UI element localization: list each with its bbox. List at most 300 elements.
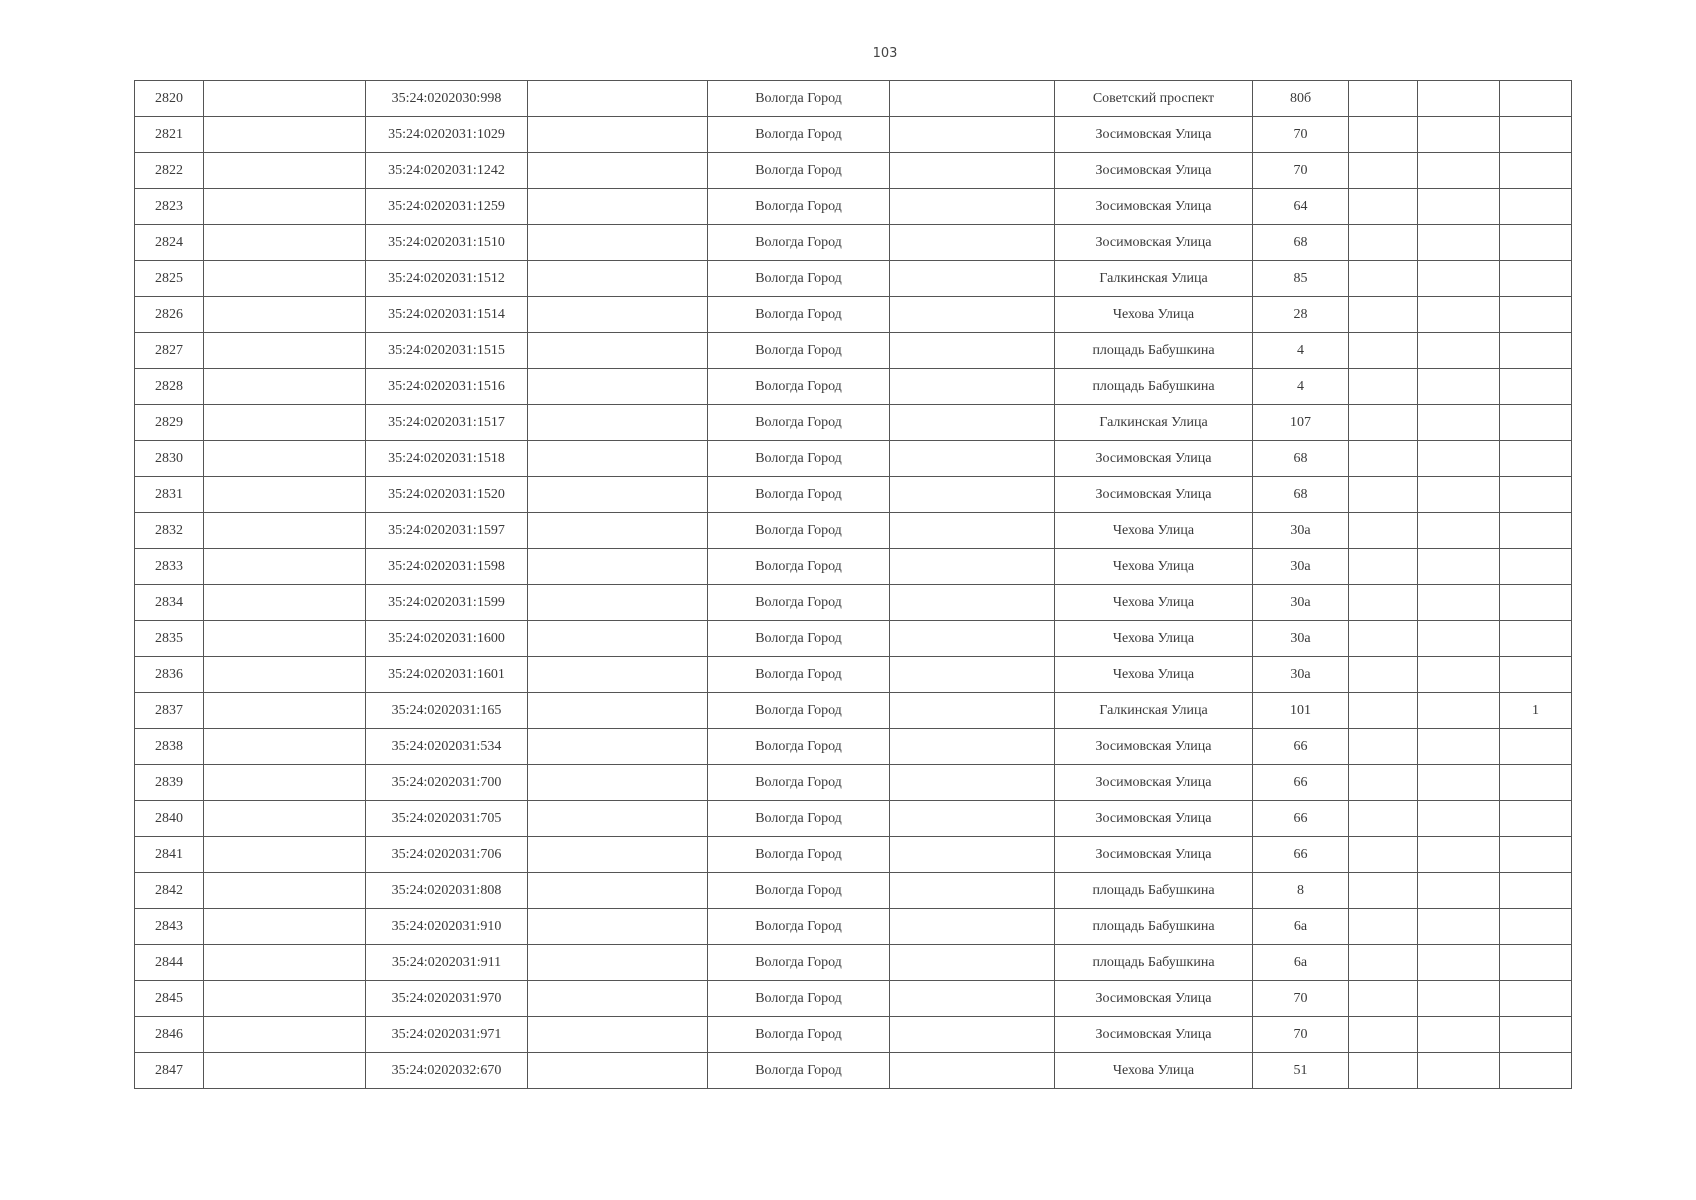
- extra-cell: [1500, 765, 1572, 801]
- empty-cell: [204, 225, 366, 261]
- city-cell: Вологда Город: [708, 513, 890, 549]
- row-number-cell: 2847: [135, 1053, 204, 1089]
- empty-cell: [1349, 837, 1418, 873]
- row-number-cell: 2836: [135, 657, 204, 693]
- table-row: [135, 693, 1572, 729]
- cadastral-number-cell: 35:24:0202031:1520: [366, 477, 528, 513]
- empty-cell: [890, 585, 1055, 621]
- empty-cell: [528, 585, 708, 621]
- city-cell: Вологда Город: [708, 729, 890, 765]
- house-number-cell: 70: [1253, 1017, 1349, 1053]
- empty-cell: [890, 1053, 1055, 1089]
- extra-cell: [1500, 909, 1572, 945]
- empty-cell: [1418, 225, 1500, 261]
- empty-cell: [1418, 297, 1500, 333]
- empty-cell: [1418, 945, 1500, 981]
- city-cell: Вологда Город: [708, 189, 890, 225]
- empty-cell: [528, 657, 708, 693]
- extra-cell: [1500, 333, 1572, 369]
- street-cell: Зосимовская Улица: [1055, 189, 1253, 225]
- house-number-cell: 30а: [1253, 657, 1349, 693]
- empty-cell: [528, 189, 708, 225]
- empty-cell: [1349, 117, 1418, 153]
- city-cell: Вологда Город: [708, 117, 890, 153]
- house-number-cell: 70: [1253, 117, 1349, 153]
- street-cell: Чехова Улица: [1055, 513, 1253, 549]
- empty-cell: [204, 729, 366, 765]
- empty-cell: [1349, 981, 1418, 1017]
- cadastral-number-cell: 35:24:0202031:1598: [366, 549, 528, 585]
- row-number-cell: 2830: [135, 441, 204, 477]
- row-number-cell: 2823: [135, 189, 204, 225]
- table-row: [135, 405, 1572, 441]
- empty-cell: [204, 405, 366, 441]
- empty-cell: [528, 117, 708, 153]
- cadastral-number-cell: 35:24:0202032:670: [366, 1053, 528, 1089]
- cadastral-number-cell: 35:24:0202031:1517: [366, 405, 528, 441]
- page-number: 103: [872, 46, 898, 61]
- extra-cell: [1500, 189, 1572, 225]
- extra-cell: [1500, 1053, 1572, 1089]
- table-row: [135, 189, 1572, 225]
- house-number-cell: 4: [1253, 333, 1349, 369]
- empty-cell: [890, 117, 1055, 153]
- empty-cell: [1349, 189, 1418, 225]
- table-row: [135, 765, 1572, 801]
- cadastral-number-cell: 35:24:0202031:1600: [366, 621, 528, 657]
- empty-cell: [1418, 909, 1500, 945]
- extra-cell: [1500, 549, 1572, 585]
- table-row: [135, 513, 1572, 549]
- street-cell: Зосимовская Улица: [1055, 441, 1253, 477]
- empty-cell: [1418, 621, 1500, 657]
- table-row: [135, 477, 1572, 513]
- city-cell: Вологда Город: [708, 81, 890, 117]
- house-number-cell: 6а: [1253, 909, 1349, 945]
- empty-cell: [204, 477, 366, 513]
- row-number-cell: 2843: [135, 909, 204, 945]
- extra-cell: [1500, 585, 1572, 621]
- empty-cell: [204, 801, 366, 837]
- empty-cell: [204, 189, 366, 225]
- empty-cell: [1349, 693, 1418, 729]
- empty-cell: [890, 441, 1055, 477]
- empty-cell: [1349, 225, 1418, 261]
- table-row: [135, 333, 1572, 369]
- empty-cell: [528, 225, 708, 261]
- empty-cell: [204, 981, 366, 1017]
- cadastral-number-cell: 35:24:0202031:1599: [366, 585, 528, 621]
- empty-cell: [890, 405, 1055, 441]
- cadastral-number-cell: 35:24:0202031:910: [366, 909, 528, 945]
- empty-cell: [890, 225, 1055, 261]
- house-number-cell: 85: [1253, 261, 1349, 297]
- house-number-cell: 51: [1253, 1053, 1349, 1089]
- empty-cell: [890, 369, 1055, 405]
- house-number-cell: 107: [1253, 405, 1349, 441]
- empty-cell: [1349, 1017, 1418, 1053]
- city-cell: Вологда Город: [708, 837, 890, 873]
- street-cell: Зосимовская Улица: [1055, 801, 1253, 837]
- empty-cell: [890, 909, 1055, 945]
- empty-cell: [528, 621, 708, 657]
- city-cell: Вологда Город: [708, 909, 890, 945]
- row-number-cell: 2825: [135, 261, 204, 297]
- street-cell: площадь Бабушкина: [1055, 873, 1253, 909]
- street-cell: Зосимовская Улица: [1055, 1017, 1253, 1053]
- city-cell: Вологда Город: [708, 405, 890, 441]
- house-number-cell: 66: [1253, 837, 1349, 873]
- empty-cell: [1349, 81, 1418, 117]
- empty-cell: [528, 81, 708, 117]
- row-number-cell: 2837: [135, 693, 204, 729]
- empty-cell: [204, 765, 366, 801]
- empty-cell: [204, 513, 366, 549]
- city-cell: Вологда Город: [708, 333, 890, 369]
- cadastral-number-cell: 35:24:0202031:971: [366, 1017, 528, 1053]
- empty-cell: [1418, 729, 1500, 765]
- cadastral-number-cell: 35:24:0202031:1259: [366, 189, 528, 225]
- row-number-cell: 2838: [135, 729, 204, 765]
- table-row: [135, 837, 1572, 873]
- cadastral-number-cell: 35:24:0202031:1512: [366, 261, 528, 297]
- empty-cell: [528, 837, 708, 873]
- extra-cell: [1500, 225, 1572, 261]
- empty-cell: [528, 369, 708, 405]
- row-number-cell: 2833: [135, 549, 204, 585]
- street-cell: Зосимовская Улица: [1055, 765, 1253, 801]
- empty-cell: [528, 981, 708, 1017]
- cadastral-number-cell: 35:24:0202031:1242: [366, 153, 528, 189]
- cadastral-number-cell: 35:24:0202031:1601: [366, 657, 528, 693]
- empty-cell: [1418, 153, 1500, 189]
- city-cell: Вологда Город: [708, 765, 890, 801]
- street-cell: Зосимовская Улица: [1055, 117, 1253, 153]
- cadastral-number-cell: 35:24:0202031:1597: [366, 513, 528, 549]
- cadastral-number-cell: 35:24:0202031:1029: [366, 117, 528, 153]
- extra-cell: 1: [1500, 693, 1572, 729]
- empty-cell: [204, 837, 366, 873]
- empty-cell: [204, 873, 366, 909]
- city-cell: Вологда Город: [708, 801, 890, 837]
- street-cell: Галкинская Улица: [1055, 693, 1253, 729]
- table-row: [135, 549, 1572, 585]
- empty-cell: [1349, 333, 1418, 369]
- empty-cell: [1418, 585, 1500, 621]
- empty-cell: [528, 549, 708, 585]
- empty-cell: [890, 657, 1055, 693]
- city-cell: Вологда Город: [708, 225, 890, 261]
- empty-cell: [1418, 801, 1500, 837]
- empty-cell: [528, 1017, 708, 1053]
- house-number-cell: 70: [1253, 153, 1349, 189]
- table-row: [135, 909, 1572, 945]
- extra-cell: [1500, 621, 1572, 657]
- extra-cell: [1500, 405, 1572, 441]
- extra-cell: [1500, 117, 1572, 153]
- empty-cell: [528, 873, 708, 909]
- cadastral-number-cell: 35:24:0202031:165: [366, 693, 528, 729]
- empty-cell: [1349, 585, 1418, 621]
- empty-cell: [204, 945, 366, 981]
- empty-cell: [1349, 909, 1418, 945]
- city-cell: Вологда Город: [708, 621, 890, 657]
- empty-cell: [204, 693, 366, 729]
- extra-cell: [1500, 837, 1572, 873]
- empty-cell: [1349, 153, 1418, 189]
- extra-cell: [1500, 261, 1572, 297]
- empty-cell: [1349, 549, 1418, 585]
- city-cell: Вологда Город: [708, 585, 890, 621]
- row-number-cell: 2820: [135, 81, 204, 117]
- cadastral-number-cell: 35:24:0202031:700: [366, 765, 528, 801]
- empty-cell: [890, 693, 1055, 729]
- house-number-cell: 68: [1253, 477, 1349, 513]
- table-row: [135, 1017, 1572, 1053]
- cadastral-number-cell: 35:24:0202031:706: [366, 837, 528, 873]
- registry-body: [135, 81, 1572, 1089]
- empty-cell: [1418, 81, 1500, 117]
- table-row: [135, 585, 1572, 621]
- house-number-cell: 66: [1253, 801, 1349, 837]
- extra-cell: [1500, 441, 1572, 477]
- empty-cell: [1418, 513, 1500, 549]
- street-cell: площадь Бабушкина: [1055, 909, 1253, 945]
- extra-cell: [1500, 513, 1572, 549]
- empty-cell: [528, 801, 708, 837]
- table-row: [135, 981, 1572, 1017]
- city-cell: Вологда Город: [708, 297, 890, 333]
- house-number-cell: 66: [1253, 729, 1349, 765]
- empty-cell: [528, 729, 708, 765]
- empty-cell: [890, 945, 1055, 981]
- extra-cell: [1500, 369, 1572, 405]
- empty-cell: [204, 117, 366, 153]
- table-row: [135, 873, 1572, 909]
- row-number-cell: 2829: [135, 405, 204, 441]
- row-number-cell: 2827: [135, 333, 204, 369]
- extra-cell: [1500, 657, 1572, 693]
- row-number-cell: 2839: [135, 765, 204, 801]
- empty-cell: [528, 513, 708, 549]
- house-number-cell: 70: [1253, 981, 1349, 1017]
- extra-cell: [1500, 945, 1572, 981]
- city-cell: Вологда Город: [708, 261, 890, 297]
- row-number-cell: 2832: [135, 513, 204, 549]
- street-cell: Зосимовская Улица: [1055, 477, 1253, 513]
- empty-cell: [1418, 405, 1500, 441]
- street-cell: Чехова Улица: [1055, 549, 1253, 585]
- table-row: [135, 621, 1572, 657]
- city-cell: Вологда Город: [708, 369, 890, 405]
- empty-cell: [204, 909, 366, 945]
- empty-cell: [204, 549, 366, 585]
- cadastral-number-cell: 35:24:0202031:534: [366, 729, 528, 765]
- empty-cell: [890, 153, 1055, 189]
- empty-cell: [204, 585, 366, 621]
- cadastral-number-cell: 35:24:0202031:1510: [366, 225, 528, 261]
- empty-cell: [528, 693, 708, 729]
- empty-cell: [1418, 369, 1500, 405]
- registry-table: [134, 80, 1572, 1089]
- empty-cell: [1349, 1053, 1418, 1089]
- empty-cell: [1349, 441, 1418, 477]
- empty-cell: [1349, 765, 1418, 801]
- empty-cell: [1418, 261, 1500, 297]
- row-number-cell: 2822: [135, 153, 204, 189]
- house-number-cell: 68: [1253, 441, 1349, 477]
- row-number-cell: 2835: [135, 621, 204, 657]
- street-cell: Зосимовская Улица: [1055, 837, 1253, 873]
- row-number-cell: 2840: [135, 801, 204, 837]
- row-number-cell: 2842: [135, 873, 204, 909]
- empty-cell: [528, 405, 708, 441]
- empty-cell: [204, 657, 366, 693]
- city-cell: Вологда Город: [708, 873, 890, 909]
- house-number-cell: 80б: [1253, 81, 1349, 117]
- cadastral-number-cell: 35:24:0202031:1518: [366, 441, 528, 477]
- empty-cell: [1349, 873, 1418, 909]
- empty-cell: [890, 297, 1055, 333]
- empty-cell: [1349, 477, 1418, 513]
- city-cell: Вологда Город: [708, 945, 890, 981]
- empty-cell: [890, 729, 1055, 765]
- empty-cell: [204, 1017, 366, 1053]
- empty-cell: [890, 621, 1055, 657]
- table-row: [135, 369, 1572, 405]
- empty-cell: [890, 801, 1055, 837]
- extra-cell: [1500, 873, 1572, 909]
- empty-cell: [204, 297, 366, 333]
- empty-cell: [1418, 441, 1500, 477]
- city-cell: Вологда Город: [708, 153, 890, 189]
- row-number-cell: 2846: [135, 1017, 204, 1053]
- cadastral-number-cell: 35:24:0202031:1516: [366, 369, 528, 405]
- table-row: [135, 441, 1572, 477]
- street-cell: Чехова Улица: [1055, 585, 1253, 621]
- empty-cell: [528, 153, 708, 189]
- house-number-cell: 30а: [1253, 621, 1349, 657]
- empty-cell: [528, 765, 708, 801]
- empty-cell: [204, 153, 366, 189]
- empty-cell: [204, 261, 366, 297]
- row-number-cell: 2845: [135, 981, 204, 1017]
- cadastral-number-cell: 35:24:0202030:998: [366, 81, 528, 117]
- table-row: [135, 81, 1572, 117]
- city-cell: Вологда Город: [708, 1053, 890, 1089]
- empty-cell: [890, 837, 1055, 873]
- extra-cell: [1500, 153, 1572, 189]
- house-number-cell: 6а: [1253, 945, 1349, 981]
- empty-cell: [1349, 621, 1418, 657]
- empty-cell: [1418, 981, 1500, 1017]
- table-row: [135, 1053, 1572, 1089]
- street-cell: Чехова Улица: [1055, 657, 1253, 693]
- empty-cell: [1418, 693, 1500, 729]
- city-cell: Вологда Город: [708, 1017, 890, 1053]
- extra-cell: [1500, 477, 1572, 513]
- house-number-cell: 101: [1253, 693, 1349, 729]
- row-number-cell: 2834: [135, 585, 204, 621]
- empty-cell: [1349, 405, 1418, 441]
- empty-cell: [1418, 477, 1500, 513]
- house-number-cell: 68: [1253, 225, 1349, 261]
- empty-cell: [528, 333, 708, 369]
- city-cell: Вологда Город: [708, 477, 890, 513]
- empty-cell: [528, 441, 708, 477]
- house-number-cell: 66: [1253, 765, 1349, 801]
- empty-cell: [890, 333, 1055, 369]
- empty-cell: [890, 873, 1055, 909]
- street-cell: Зосимовская Улица: [1055, 729, 1253, 765]
- extra-cell: [1500, 981, 1572, 1017]
- street-cell: Чехова Улица: [1055, 1053, 1253, 1089]
- empty-cell: [890, 765, 1055, 801]
- row-number-cell: 2821: [135, 117, 204, 153]
- empty-cell: [1349, 513, 1418, 549]
- empty-cell: [528, 1053, 708, 1089]
- empty-cell: [1349, 729, 1418, 765]
- city-cell: Вологда Город: [708, 441, 890, 477]
- empty-cell: [1418, 1017, 1500, 1053]
- street-cell: Советский проспект: [1055, 81, 1253, 117]
- house-number-cell: 30а: [1253, 585, 1349, 621]
- city-cell: Вологда Город: [708, 657, 890, 693]
- empty-cell: [204, 1053, 366, 1089]
- empty-cell: [890, 189, 1055, 225]
- empty-cell: [1349, 801, 1418, 837]
- street-cell: Галкинская Улица: [1055, 261, 1253, 297]
- extra-cell: [1500, 297, 1572, 333]
- empty-cell: [1418, 333, 1500, 369]
- empty-cell: [1418, 873, 1500, 909]
- empty-cell: [204, 369, 366, 405]
- empty-cell: [204, 441, 366, 477]
- empty-cell: [890, 549, 1055, 585]
- table-row: [135, 729, 1572, 765]
- cadastral-number-cell: 35:24:0202031:705: [366, 801, 528, 837]
- empty-cell: [204, 81, 366, 117]
- empty-cell: [890, 1017, 1055, 1053]
- street-cell: площадь Бабушкина: [1055, 369, 1253, 405]
- empty-cell: [1349, 261, 1418, 297]
- cadastral-number-cell: 35:24:0202031:1515: [366, 333, 528, 369]
- cadastral-number-cell: 35:24:0202031:808: [366, 873, 528, 909]
- empty-cell: [890, 81, 1055, 117]
- house-number-cell: 28: [1253, 297, 1349, 333]
- street-cell: Чехова Улица: [1055, 297, 1253, 333]
- street-cell: площадь Бабушкина: [1055, 333, 1253, 369]
- empty-cell: [204, 333, 366, 369]
- empty-cell: [1418, 117, 1500, 153]
- cadastral-number-cell: 35:24:0202031:911: [366, 945, 528, 981]
- city-cell: Вологда Город: [708, 981, 890, 1017]
- empty-cell: [1349, 297, 1418, 333]
- table-row: [135, 801, 1572, 837]
- empty-cell: [1418, 837, 1500, 873]
- row-number-cell: 2841: [135, 837, 204, 873]
- table-row: [135, 261, 1572, 297]
- empty-cell: [528, 297, 708, 333]
- table-row: [135, 117, 1572, 153]
- street-cell: Зосимовская Улица: [1055, 981, 1253, 1017]
- empty-cell: [528, 261, 708, 297]
- house-number-cell: 30а: [1253, 549, 1349, 585]
- street-cell: Чехова Улица: [1055, 621, 1253, 657]
- row-number-cell: 2831: [135, 477, 204, 513]
- cadastral-number-cell: 35:24:0202031:970: [366, 981, 528, 1017]
- city-cell: Вологда Город: [708, 693, 890, 729]
